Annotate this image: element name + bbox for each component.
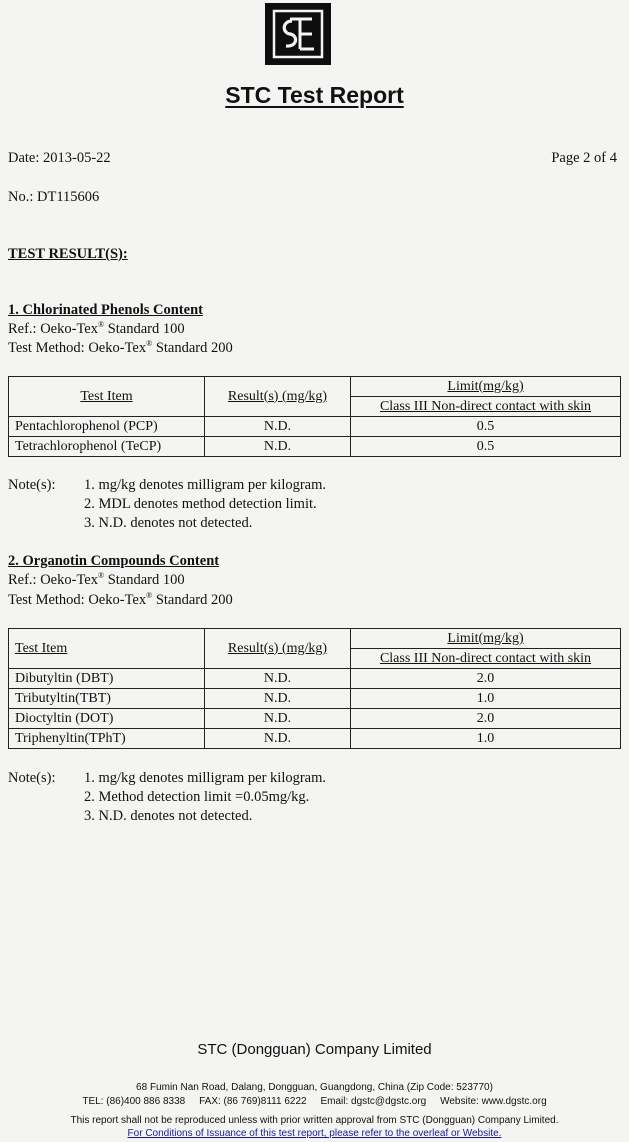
col-result: Result(s) (mg/kg): [205, 377, 351, 417]
cell-limit: 0.5: [351, 417, 621, 437]
section-2-notes: [8, 769, 618, 829]
footer-company: STC (Dongguan) Company Limited: [197, 1041, 432, 1058]
note-item: 3. N.D. denotes not detected.: [84, 808, 253, 824]
col-limit: Limit(mg/kg): [351, 629, 621, 649]
note-item: 1. mg/kg denotes milligram per kilogram.: [84, 477, 327, 493]
table-header-row: [9, 629, 621, 649]
cell-result: N.D.: [205, 689, 351, 709]
note-item: 2. Method detection limit =0.05mg/kg.: [84, 789, 310, 805]
section-2-ref: Ref.: Oeko-Tex® Standard 100: [8, 571, 185, 588]
table-row: [9, 417, 621, 437]
cell-limit: 2.0: [351, 669, 621, 689]
footer-conditions-link[interactable]: For Conditions of Issuance of this test report, please refer to the overleaf or Website.: [127, 1128, 502, 1139]
notes-label: Note(s):: [8, 477, 56, 493]
table-header-row: [9, 377, 621, 397]
section-2-method: Test Method: Oeko-Tex® Standard 200: [8, 591, 233, 608]
cell-limit: 1.0: [351, 729, 621, 749]
table-row: [9, 709, 621, 729]
cell-limit: 2.0: [351, 709, 621, 729]
footer-contact: TEL: (86)400 886 8338 FAX: (86 769)8111 6222 Email: dgstc@dgstc.org Website: www.dgstc.org: [82, 1096, 547, 1107]
col-test-item: Test Item: [9, 629, 205, 669]
table-row: [9, 437, 621, 457]
stc-logo-icon: [265, 3, 331, 65]
cell-limit: 0.5: [351, 437, 621, 457]
page-number: Page 2 of 4: [551, 150, 617, 166]
cell-item: Dibutyltin (DBT): [9, 669, 205, 689]
note-item: 3. N.D. denotes not detected.: [84, 515, 253, 531]
cell-result: N.D.: [205, 709, 351, 729]
cell-item: Dioctyltin (DOT): [9, 709, 205, 729]
section-1-ref: Ref.: Oeko-Tex® Standard 100: [8, 320, 185, 337]
table-row: [9, 729, 621, 749]
report-date: Date: 2013-05-22: [8, 150, 111, 166]
table-row: [9, 689, 621, 709]
section-2-heading: 2. Organotin Compounds Content: [8, 553, 220, 569]
footer-address: 68 Fumin Nan Road, Dalang, Dongguan, Guangdong, China (Zip Code: 523770): [136, 1082, 493, 1093]
note-item: 2. MDL denotes method detection limit.: [84, 496, 317, 512]
section-1-notes: [8, 476, 618, 536]
col-test-item: Test Item: [9, 377, 205, 417]
cell-limit: 1.0: [351, 689, 621, 709]
cell-result: N.D.: [205, 437, 351, 457]
section-2-table: [8, 628, 621, 749]
cell-item: Tributyltin(TBT): [9, 689, 205, 709]
table-row: [9, 669, 621, 689]
report-title: STC Test Report: [225, 82, 404, 108]
section-1-method: Test Method: Oeko-Tex® Standard 200: [8, 339, 233, 356]
cell-result: N.D.: [205, 417, 351, 437]
cell-item: Tetrachlorophenol (TeCP): [9, 437, 205, 457]
cell-item: Triphenyltin(TPhT): [9, 729, 205, 749]
note-item: 1. mg/kg denotes milligram per kilogram.: [84, 770, 327, 786]
report-number: No.: DT115606: [8, 189, 100, 205]
col-limit-class: Class III Non-direct contact with skin: [351, 397, 621, 417]
test-results-heading: TEST RESULT(S):: [8, 246, 128, 262]
footer-disclaimer: This report shall not be reproduced unless with prior written approval from STC (Dongguan) Company Limited.: [70, 1115, 559, 1126]
notes-label: Note(s):: [8, 770, 56, 786]
cell-result: N.D.: [205, 729, 351, 749]
section-1-heading: 1. Chlorinated Phenols Content: [8, 302, 203, 318]
cell-result: N.D.: [205, 669, 351, 689]
col-result: Result(s) (mg/kg): [205, 629, 351, 669]
cell-item: Pentachlorophenol (PCP): [9, 417, 205, 437]
section-1-table: [8, 376, 621, 457]
col-limit: Limit(mg/kg): [351, 377, 621, 397]
col-limit-class: Class III Non-direct contact with skin: [351, 649, 621, 669]
